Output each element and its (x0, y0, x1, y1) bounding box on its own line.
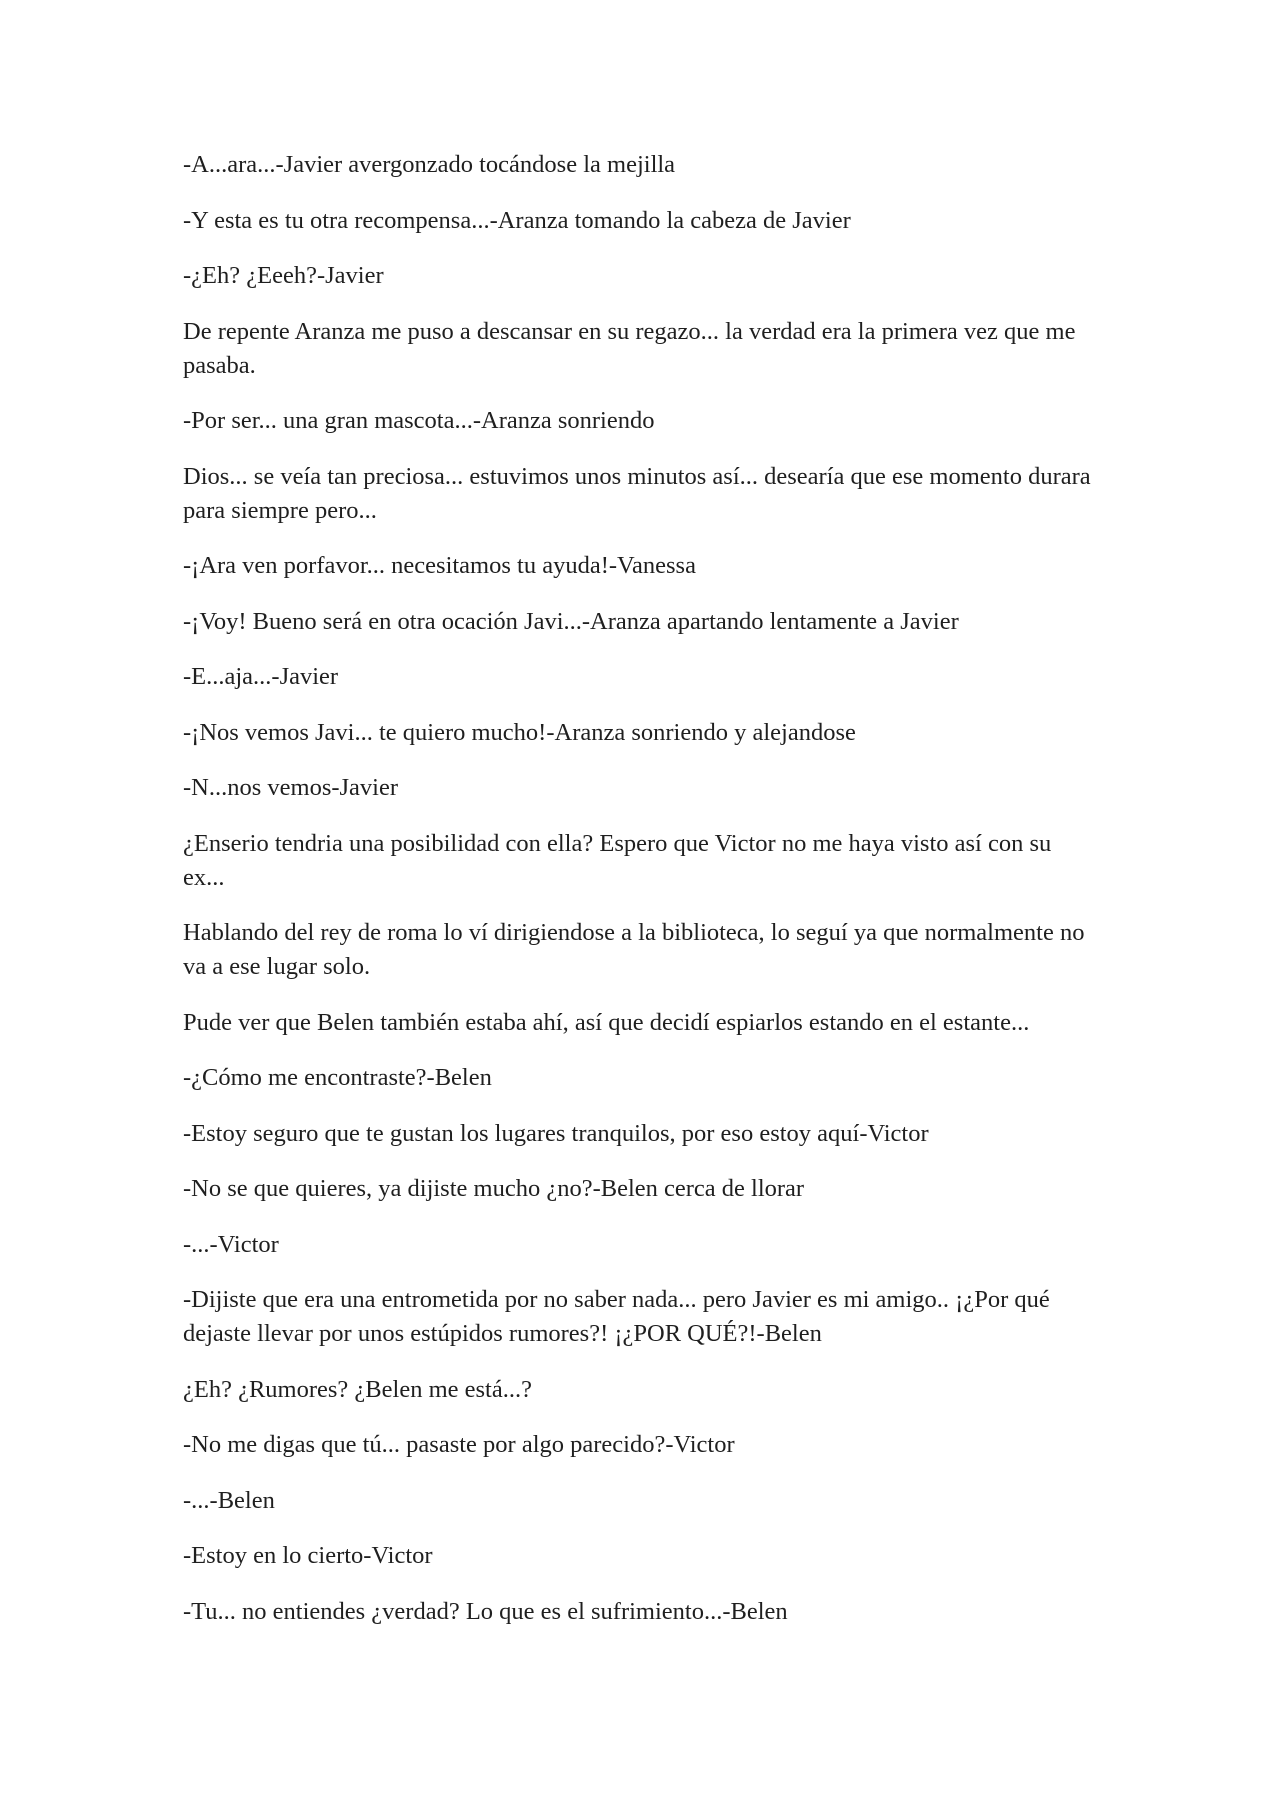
paragraph-23: -Estoy en lo cierto-Victor (183, 1542, 433, 1569)
paragraph-8: -¡Voy! Bueno será en otra ocación Javi...-Aranza apartando lentamente a Javier (183, 607, 959, 635)
paragraph-1: -A...ara...-Javier avergonzado tocándose la mejilla (183, 151, 676, 178)
paragraph-12: ¿Enserio tendria una posibilidad con ella? Espero que Victor no me haya visto así con su ex... (183, 829, 1052, 891)
paragraph-5: -Por ser... una gran mascota...-Aranza sonriendo (183, 407, 655, 434)
paragraph-2: -Y esta es tu otra recompensa...-Aranza tomando la cabeza de Javier (183, 206, 851, 234)
paragraph-19: -Dijiste que era una entrometida por no saber nada... pero Javier es mi amigo.. ¡¿Por qué dejaste llevar por unos estúpidos rumores?! ¡¿POR QUÉ?!-Belen (183, 1286, 1050, 1347)
paragraph-22: -...-Belen (183, 1486, 275, 1514)
paragraph-10: -¡Nos vemos Javi... te quiero mucho!-Aranza sonriendo y alejandose (183, 718, 856, 746)
document-body (183, 148, 1098, 1650)
paragraph-16: -Estoy seguro que te gustan los lugares tranquilos, por eso estoy aquí-Victor (183, 1119, 929, 1147)
paragraph-7: -¡Ara ven porfavor... necesitamos tu ayuda!-Vanessa (183, 552, 696, 579)
paragraph-24: -Tu... no entiendes ¿verdad? Lo que es el sufrimiento...-Belen (183, 1597, 788, 1625)
paragraph-6: Dios... se veía tan preciosa... estuvimos unos minutos así... desearía que ese momento durara para siempre pero... (183, 462, 1091, 524)
paragraph-4: De repente Aranza me puso a descansar en su regazo... la verdad era la primera vez que me pasaba. (183, 317, 1076, 379)
paragraph-21: -No me digas que tú... pasaste por algo parecido?-Victor (183, 1431, 735, 1458)
paragraph-3: -¿Eh? ¿Eeeh?-Javier (183, 262, 384, 289)
paragraph-17: -No se que quieres, ya dijiste mucho ¿no?-Belen cerca de llorar (183, 1175, 805, 1202)
paragraph-15: -¿Cómo me encontraste?-Belen (183, 1064, 492, 1091)
paragraph-11: -N...nos vemos-Javier (183, 774, 399, 801)
paragraph-20: ¿Eh? ¿Rumores? ¿Belen me está...? (183, 1375, 532, 1403)
paragraph-14: Pude ver que Belen también estaba ahí, así que decidí espiarlos estando en el estante... (183, 1008, 1030, 1036)
paragraph-18: -...-Victor (183, 1230, 279, 1258)
paragraph-13: Hablando del rey de roma lo ví dirigiendose a la biblioteca, lo seguí ya que normalmente no va a ese lugar solo. (183, 919, 1085, 980)
paragraph-9: -E...aja...-Javier (183, 663, 339, 690)
